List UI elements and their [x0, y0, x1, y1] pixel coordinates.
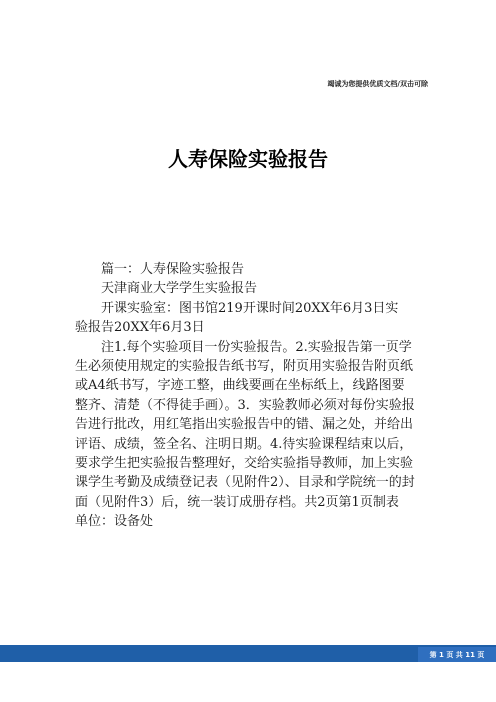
- body-line: 篇一：人寿保险实验报告: [101, 262, 245, 277]
- body-line: 开课实验室：图书馆219开课时间20XX年6月3日实: [101, 300, 399, 316]
- document-body: [75, 260, 429, 532]
- body-line: 面（见附件3）后，统一装订成册存档。共2页第1页制表: [75, 494, 399, 510]
- header-note: 竭诚为您提供优质文档/双击可除: [327, 80, 428, 88]
- body-line: 单位：设备处: [75, 514, 154, 530]
- body-line: 整齐、清楚（不得徒手画）。3．实验教师必须对每份实验报: [75, 397, 415, 413]
- document-title: 人寿保险实验报告: [168, 147, 328, 171]
- body-line: 验报告20XX年6月3日: [75, 320, 205, 336]
- body-line: 注1.每个实验项目一份实验报告。2.实验报告第一页学: [101, 339, 412, 355]
- body-line: 或A4纸书写，字迹工整，曲线要画在坐标纸上，线路图要: [75, 378, 405, 394]
- body-line: 要求学生把实验报告整理好，交给实验指导教师，加上实验: [75, 456, 414, 472]
- body-line: 天津商业大学学生实验报告: [101, 281, 258, 297]
- body-line: 评语、成绩，签全名、注明日期。4.待实验课程结束以后，: [75, 436, 413, 452]
- body-line: 课学生考勤及成绩登记表（见附件2）、目录和学院统一的封: [75, 475, 415, 491]
- page-indicator: 第 1 页 共 11 页: [418, 647, 496, 662]
- body-line: 告进行批改，用红笔指出实验报告中的错、漏之处，并给出: [75, 417, 414, 433]
- body-line: 生必须使用规定的实验报告纸书写，附页用实验报告附页纸: [75, 359, 414, 375]
